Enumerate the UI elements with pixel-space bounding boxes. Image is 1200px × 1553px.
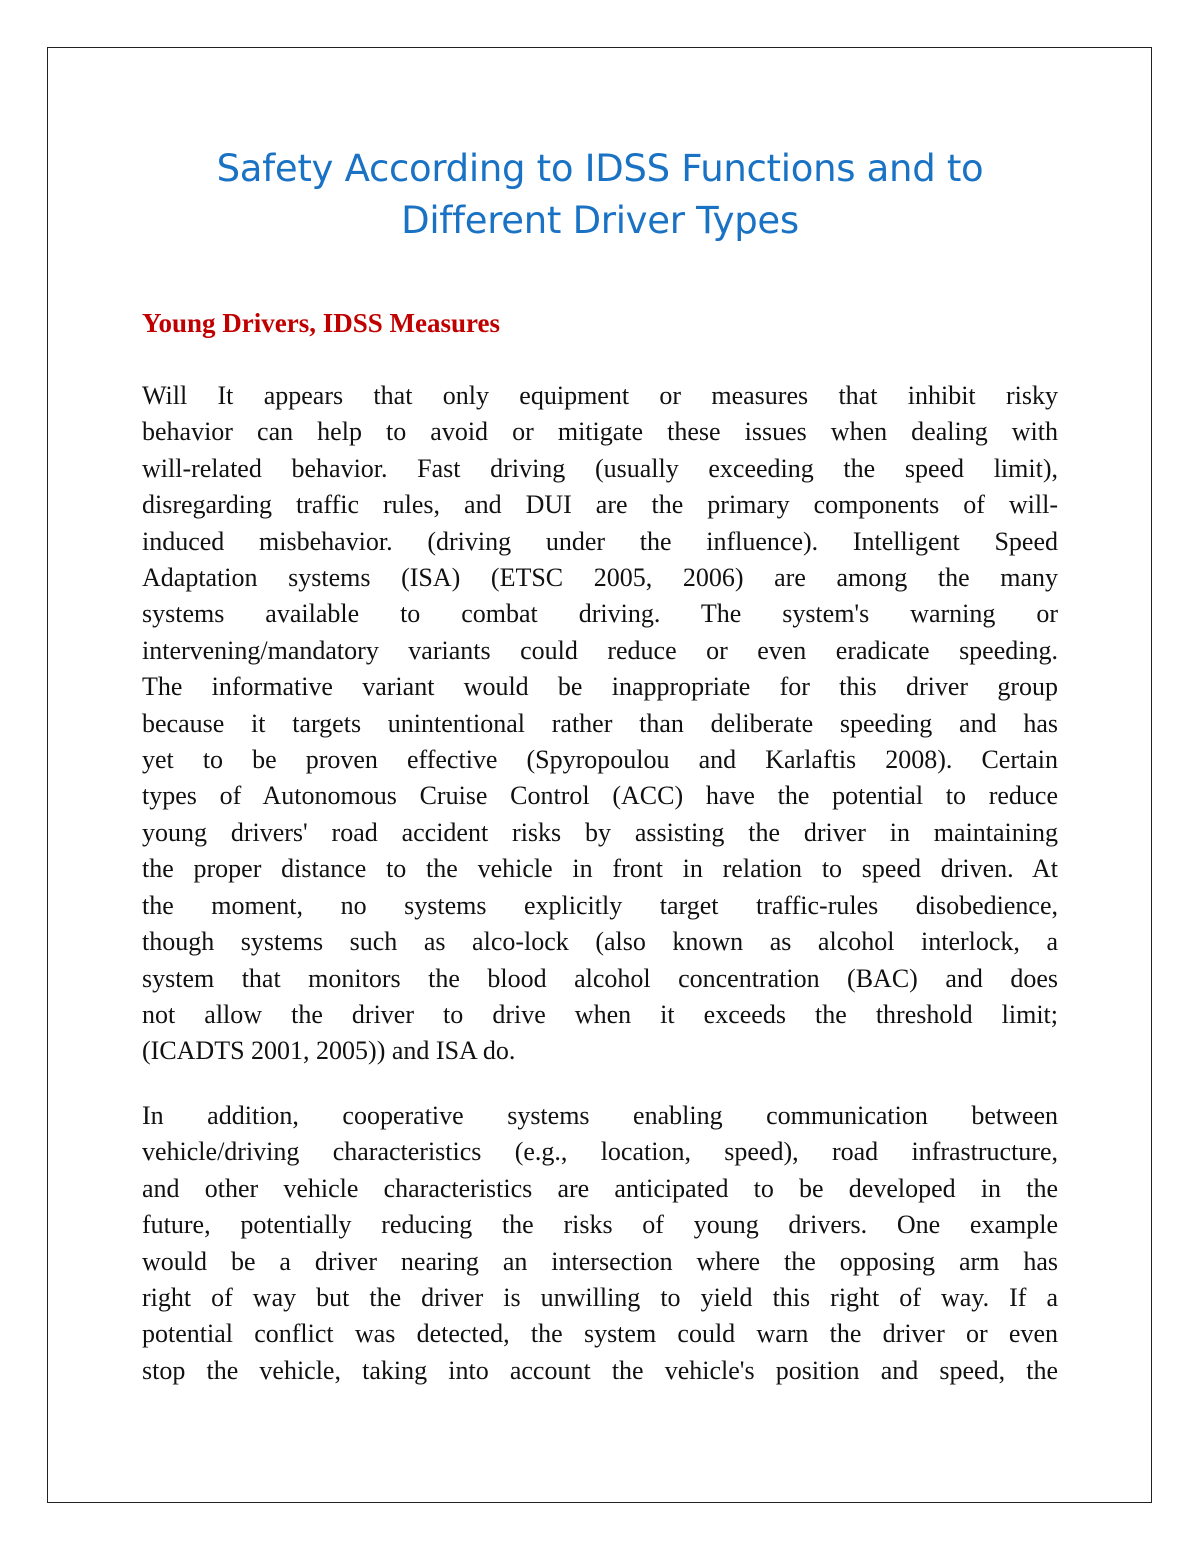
- paragraph-line: potential conflict was detected, the system could warn the driver or even: [142, 1319, 1058, 1349]
- paragraph-line: systems available to combat driving. The system's warning or: [142, 599, 1058, 629]
- paragraph-line: because it targets unintentional rather than deliberate speeding and has: [142, 708, 1058, 738]
- paragraph-line: In addition, cooperative systems enabling communication between: [142, 1101, 1058, 1130]
- paragraph-line: types of Autonomous Cruise Control (ACC) have the potential to reduce: [142, 781, 1058, 811]
- body-paragraph-1: [142, 378, 1058, 1070]
- paragraph-line: vehicle/driving characteristics (e.g., location, speed), road infrastructure,: [142, 1137, 1058, 1167]
- paragraph-line: though systems such as alco-lock (also known as alcohol interlock, a: [142, 927, 1058, 957]
- paragraph-line: young drivers' road accident risks by assisting the driver in maintaining: [142, 817, 1058, 847]
- document-title: [100, 143, 1100, 247]
- paragraph-line: intervening/mandatory variants could reduce or even eradicate speeding.: [142, 635, 1058, 665]
- paragraph-line: and other vehicle characteristics are anticipated to be developed in the: [142, 1173, 1058, 1203]
- paragraph-line: The informative variant would be inappropriate for this driver group: [142, 672, 1058, 702]
- paragraph-line: will-related behavior. Fast driving (usually exceeding the speed limit),: [142, 453, 1058, 483]
- paragraph-line: Adaptation systems (ISA) (ETSC 2005, 2006) are among the many: [142, 563, 1058, 593]
- paragraph-line: behavior can help to avoid or mitigate these issues when dealing with: [142, 417, 1058, 447]
- paragraph-line: disregarding traffic rules, and DUI are the primary components of will-: [142, 490, 1058, 520]
- paragraph-line: Will It appears that only equipment or measures that inhibit risky: [142, 381, 1058, 410]
- paragraph-line: right of way but the driver is unwilling to yield this right of way. If a: [142, 1283, 1058, 1313]
- paragraph-line: yet to be proven effective (Spyropoulou and Karlaftis 2008). Certain: [142, 745, 1058, 775]
- paragraph-line: future, potentially reducing the risks of young drivers. One example: [142, 1210, 1058, 1240]
- paragraph-line: system that monitors the blood alcohol concentration (BAC) and does: [142, 963, 1058, 993]
- title-line-1: Safety According to IDSS Functions and to: [216, 147, 984, 190]
- paragraph-line: would be a driver nearing an intersection where the opposing arm has: [142, 1246, 1058, 1276]
- title-line-2: Different Driver Types: [401, 199, 799, 242]
- paragraph-line: stop the vehicle, taking into account the vehicle's position and speed, the: [142, 1355, 1058, 1385]
- paragraph-line: induced misbehavior. (driving under the influence). Intelligent Speed: [142, 526, 1058, 556]
- body-paragraph-2: [142, 1098, 1058, 1389]
- section-heading: Young Drivers, IDSS Measures: [142, 308, 501, 338]
- paragraph-line: the proper distance to the vehicle in front in relation to speed driven. At: [142, 854, 1058, 884]
- paragraph-line: the moment, no systems explicitly target traffic-rules disobedience,: [142, 890, 1058, 920]
- paragraph-line: not allow the driver to drive when it exceeds the threshold limit;: [142, 999, 1058, 1029]
- paragraph-line: (ICADTS 2001, 2005)) and ISA do.: [142, 1036, 516, 1066]
